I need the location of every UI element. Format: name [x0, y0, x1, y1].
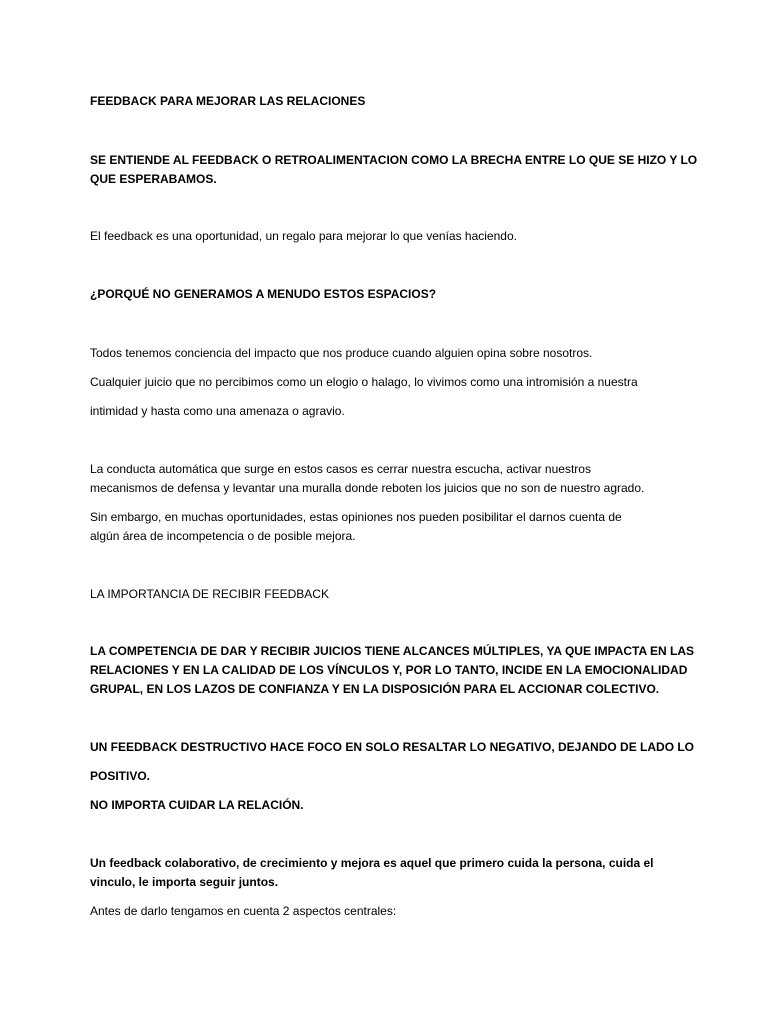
- competence-line-3: GRUPAL, EN LOS LAZOS DE CONFIANZA Y EN LA DISPOSICIÓN PARA EL ACCIONAR COLECTIVO.: [90, 682, 660, 696]
- collaborative-line-2: vinculo, le importa seguir juntos.: [90, 875, 279, 889]
- awareness-line-3: intimidad y hasta como una amenaza o agravio.: [90, 404, 345, 418]
- definition-line-2: QUE ESPERABAMOS.: [90, 172, 217, 186]
- awareness-line-1: Todos tenemos conciencia del impacto que nos produce cuando alguien opina sobre nosotros.: [90, 346, 593, 360]
- definition-line-1: SE ENTIENDE AL FEEDBACK O RETROALIMENTACION COMO LA BRECHA ENTRE LO QUE SE HIZO Y LO: [90, 153, 698, 167]
- importance-heading: LA IMPORTANCIA DE RECIBIR FEEDBACK: [90, 587, 329, 601]
- collaborative-line-1: Un feedback colaborativo, de crecimiento y mejora es aquel que primero cuida la persona, cuida el: [90, 856, 654, 870]
- destructive-line-2: POSITIVO.: [90, 769, 151, 783]
- document-title: FEEDBACK PARA MEJORAR LAS RELACIONES: [90, 94, 366, 108]
- automatic-behavior-line-2: mecanismos de defensa y levantar una muralla donde reboten los juicios que no son de nuestro agrado.: [90, 481, 645, 495]
- competence-line-2: RELACIONES Y EN LA CALIDAD DE LOS VÍNCULOS Y, POR LO TANTO, INCIDE EN LA EMOCIONALIDAD: [90, 663, 688, 677]
- automatic-behavior-line-1: La conducta automática que surge en estos casos es cerrar nuestra escucha, activar nuestros: [90, 462, 591, 476]
- however-line-2: algún área de incompetencia o de posible mejora.: [90, 529, 356, 543]
- destructive-line-1: UN FEEDBACK DESTRUCTIVO HACE FOCO EN SOLO RESALTAR LO NEGATIVO, DEJANDO DE LADO LO: [90, 740, 695, 754]
- question-heading: ¿PORQUÉ NO GENERAMOS A MENUDO ESTOS ESPACIOS?: [90, 287, 437, 301]
- before-giving-paragraph: Antes de darlo tengamos en cuenta 2 aspectos centrales:: [90, 904, 397, 918]
- destructive-line-3: NO IMPORTA CUIDAR LA RELACIÓN.: [90, 798, 304, 812]
- competence-line-1: LA COMPETENCIA DE DAR Y RECIBIR JUICIOS TIENE ALCANCES MÚLTIPLES, YA QUE IMPACTA EN LAS: [90, 644, 695, 658]
- awareness-line-2: Cualquier juicio que no percibimos como un elogio o halago, lo vivimos como una intromisión a nuestra: [90, 375, 638, 389]
- however-line-1: Sin embargo, en muchas oportunidades, estas opiniones nos pueden posibilitar el darnos cuenta de: [90, 510, 622, 524]
- opportunity-paragraph: El feedback es una oportunidad, un regalo para mejorar lo que venías haciendo.: [90, 229, 517, 243]
